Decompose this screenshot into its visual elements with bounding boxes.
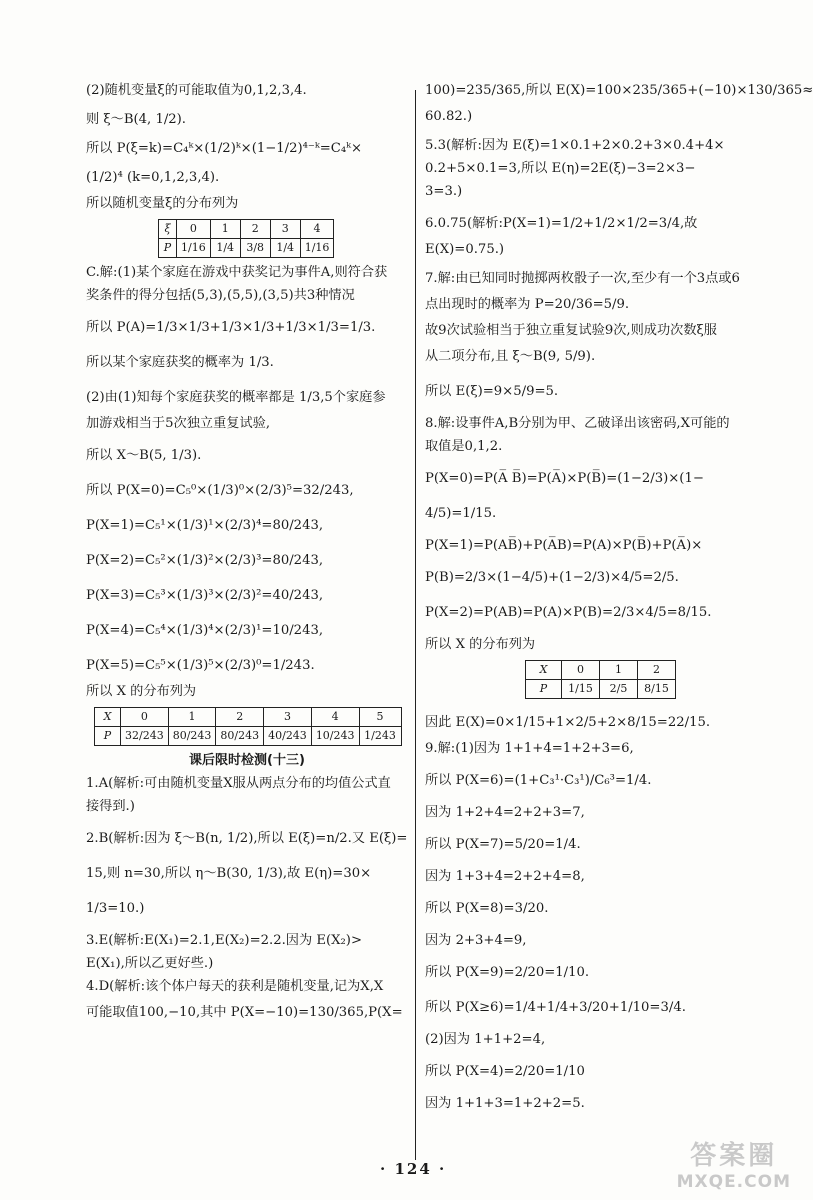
text-line: 5.3(解析:因为 E(ξ)=1×0.1+2×0.2+3×0.4+4× [425,138,725,153]
text-line: 所以 P(X=9)=2/20=1/10. [425,965,590,980]
text-line: 所以 X 的分布列为 [425,637,536,652]
text-line: 4.D(解析:该个体户每天的获利是随机变量,记为X,X [86,979,384,994]
text-line: 4/5)=1/15. [425,506,497,521]
table-cell: 2/5 [600,680,638,699]
column-divider [415,90,416,1160]
text-line: 所以 P(X=8)=3/20. [425,901,549,916]
text-line: 故9次试验相当于独立重复试验9次,则成功次数ξ服 [425,323,717,338]
text-line: P(X=5)=C₅⁵×(1/3)⁵×(2/3)⁰=1/243. [86,658,315,673]
text-line: 3=3.) [425,184,463,199]
watermark-url: MXQE.COM [676,1172,791,1192]
table-cell: 1/4 [270,239,300,258]
table-cell: 1/243 [359,727,401,746]
text-line: 因为 1+2+4=2+2+3=7, [425,805,585,820]
table-cell: P [159,239,177,258]
table-cell: 4 [300,220,334,239]
text-line: 从二项分布,且 ξ～B(9, 5/9). [425,349,596,364]
table-cell: 3 [264,708,312,727]
table-cell: 1 [210,220,240,239]
text-line: P(X=1)=P(AB̅)+P(A̅B)=P(A)×P(B̅)+P(A̅)× [425,538,703,553]
table-cell: 0 [121,708,169,727]
text-line: C.解:(1)某个家庭在游戏中获奖记为事件A,则符合获 [86,265,388,280]
text-line: 所以 P(X=0)=C₅⁰×(1/3)⁰×(2/3)⁵=32/243, [86,483,354,498]
table-cell: P [95,727,121,746]
table-cell: 5 [359,708,401,727]
text-line: P(X=4)=C₅⁴×(1/3)⁴×(2/3)¹=10/243, [86,623,324,638]
text-line: E(X)=0.75.) [425,242,505,257]
text-line: 所以 P(X=7)=5/20=1/4. [425,837,581,852]
distribution-table-x-5 [94,707,408,746]
distribution-table-xi [158,219,408,258]
text-line: 则 ξ～B(4, 1/2). [86,112,187,127]
table-cell: 3/8 [240,239,270,258]
text-line: P(X=3)=C₅³×(1/3)³×(2/3)²=40/243, [86,588,324,603]
text-line: (2)由(1)知每个家庭获奖的概率都是 1/3,5个家庭参 [86,390,386,405]
table-cell: X [95,708,121,727]
text-line: 点出现时的概率为 P=20/36=5/9. [425,297,630,312]
distribution-table-x-2 [525,660,775,699]
text-line: (1/2)⁴ (k=0,1,2,3,4). [86,170,220,185]
text-line: 1.A(解析:可由随机变量X服从两点分布的均值公式直 [86,776,391,791]
text-line: 所以 P(X=6)=(1+C₃¹·C₃¹)/C₆³=1/4. [425,773,652,788]
text-line: 所以 P(X=4)=2/20=1/10 [425,1064,585,1079]
watermark-title: 答案圈 [690,1141,778,1171]
text-line: 所以 P(ξ=k)=C₄ᵏ×(1/2)ᵏ×(1−1/2)⁴⁻ᵏ=C₄ᵏ× [86,141,362,156]
text-line: (2)随机变量ξ的可能取值为0,1,2,3,4. [86,83,307,98]
text-line: 所以 X～B(5, 1/3). [86,448,202,463]
text-line: 所以 X 的分布列为 [86,684,197,699]
watermark [677,1135,791,1192]
text-line: 9.解:(1)因为 1+1+4=1+2+3=6, [425,741,634,756]
text-line: 所以某个家庭获奖的概率为 1/3. [86,355,274,370]
table-cell: 10/243 [311,727,359,746]
left-column [86,80,408,1024]
page-number: · 124 · [380,1160,447,1178]
text-line: 所以 E(ξ)=9×5/9=5. [425,384,559,399]
table-cell: 2 [638,661,676,680]
text-line: P(X=2)=P(AB)=P(A)×P(B)=2/3×4/5=8/15. [425,605,712,620]
table-cell: 1/16 [177,239,211,258]
table-cell: 2 [216,708,264,727]
text-line: P(X=0)=P(A̅ B̅)=P(A̅)×P(B̅)=(1−2/3)×(1− [425,471,704,486]
text-line: 60.82.) [425,109,473,124]
text-line: 可能取值100,−10,其中 P(X=−10)=130/365,P(X= [86,1005,403,1020]
table-cell: 4 [311,708,359,727]
text-line: 0.2+5×0.1=3,所以 E(η)=2E(ξ)−3=2×3− [425,161,696,176]
table-cell: 1/16 [300,239,334,258]
text-line: P(B)=2/3×(1−4/5)+(1−2/3)×4/5=2/5. [425,570,679,585]
text-line: 因为 1+1+3=1+2+2=5. [425,1096,585,1111]
table-cell: 8/15 [638,680,676,699]
text-line: 100)=235/365,所以 E(X)=100×235/365+(−10)×130/365≈ [425,83,813,98]
right-column [425,80,813,1112]
table-cell: X [526,661,562,680]
text-line: 6.0.75(解析:P(X=1)=1/2+1/2×1/2=3/4,故 [425,216,698,231]
table-cell: 1 [168,708,216,727]
text-line: 奖条件的得分包括(5,3),(5,5),(3,5)共3种情况 [86,288,355,303]
text-line: 1/3=10.) [86,901,145,916]
table-cell: 1/15 [562,680,600,699]
table-cell: 40/243 [264,727,312,746]
text-line: P(X=2)=C₅²×(1/3)²×(2/3)³=80/243, [86,553,324,568]
table-cell: 2 [240,220,270,239]
text-line: 加游戏相当于5次独立重复试验, [86,416,271,431]
table-cell: 32/243 [121,727,169,746]
text-line: 接得到.) [86,799,135,814]
table-cell: 1/4 [210,239,240,258]
table-cell: 1 [600,661,638,680]
text-line: 8.解:设事件A,B分别为甲、乙破译出该密码,X可能的 [425,416,730,431]
text-line: 因为 2+3+4=9, [425,933,527,948]
text-line: 3.E(解析:E(X₁)=2.1,E(X₂)=2.2.因为 E(X₂)> [86,933,362,948]
text-line: 所以 P(X≥6)=1/4+1/4+3/20+1/10=3/4. [425,1000,686,1015]
text-line: P(X=1)=C₅¹×(1/3)¹×(2/3)⁴=80/243, [86,518,324,533]
section-title: 课后限时检测(十三) [189,753,305,768]
table-cell: 0 [562,661,600,680]
text-line: 15,则 n=30,所以 η～B(30, 1/3),故 E(η)=30× [86,866,372,881]
table-cell: P [526,680,562,699]
text-line: 所以 P(A)=1/3×1/3+1/3×1/3+1/3×1/3=1/3. [86,320,376,335]
text-line: 因为 1+3+4=2+2+4=8, [425,869,585,884]
text-line: 所以随机变量ξ的分布列为 [86,196,239,211]
text-line: 7.解:由已知同时抛掷两枚骰子一次,至少有一个3点或6 [425,271,740,286]
table-cell: ξ [159,220,177,239]
table-cell: 3 [270,220,300,239]
text-line: 取值是0,1,2. [425,439,503,454]
text-line: (2)因为 1+1+2=4, [425,1032,546,1047]
text-line: 因此 E(X)=0×1/15+1×2/5+2×8/15=22/15. [425,715,711,730]
table-cell: 80/243 [168,727,216,746]
text-line: 2.B(解析:因为 ξ～B(n, 1/2),所以 E(ξ)=n/2.又 E(ξ)= [86,831,408,846]
text-line: E(X₁),所以乙更好些.) [86,956,214,971]
table-cell: 0 [177,220,211,239]
table-cell: 80/243 [216,727,264,746]
